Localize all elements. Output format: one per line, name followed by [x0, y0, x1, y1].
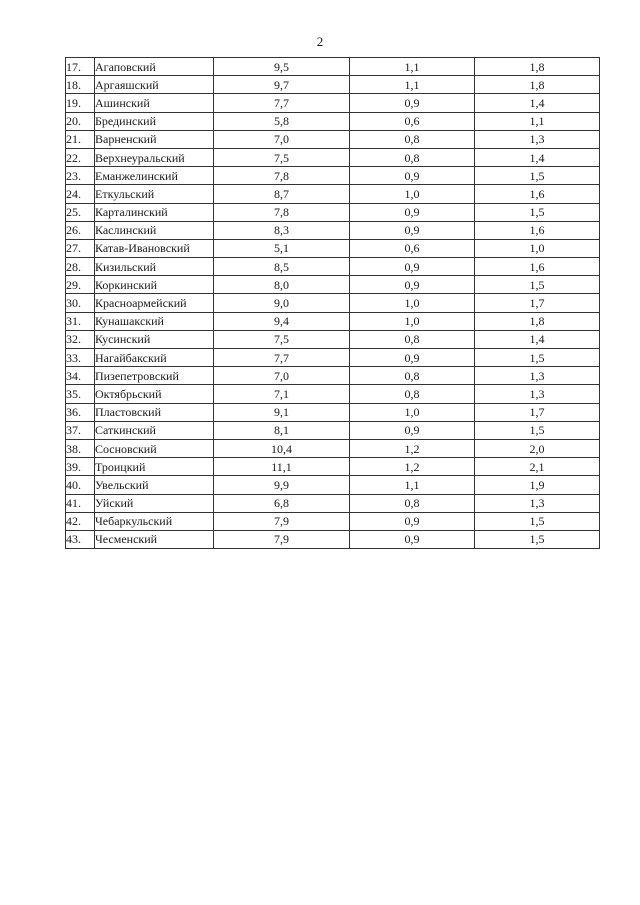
- table-row: [66, 203, 600, 221]
- value-2-cell: 1,0: [350, 403, 475, 421]
- district-name-cell: Чебаркульский: [95, 512, 214, 530]
- table-row: [66, 439, 600, 457]
- value-1-cell: 7,1: [214, 385, 350, 403]
- value-3-cell: 1,5: [475, 421, 600, 439]
- value-2-cell: 0,8: [350, 367, 475, 385]
- district-name-cell: Троицкий: [95, 458, 214, 476]
- district-name-cell: Катав-Ивановский: [95, 239, 214, 257]
- table-body: [66, 58, 600, 549]
- row-number-cell: 29.: [66, 276, 95, 294]
- district-name-cell: Кизильский: [95, 258, 214, 276]
- table-row: [66, 167, 600, 185]
- value-3-cell: 1,4: [475, 148, 600, 166]
- table-row: [66, 58, 600, 76]
- value-2-cell: 1,0: [350, 294, 475, 312]
- row-number-cell: 17.: [66, 58, 95, 76]
- value-3-cell: 1,1: [475, 112, 600, 130]
- value-1-cell: 9,4: [214, 312, 350, 330]
- value-3-cell: 1,3: [475, 494, 600, 512]
- district-name-cell: Кусинский: [95, 330, 214, 348]
- row-number-cell: 32.: [66, 330, 95, 348]
- row-number-cell: 31.: [66, 312, 95, 330]
- row-number-cell: 33.: [66, 349, 95, 367]
- value-1-cell: 7,9: [214, 530, 350, 548]
- table-row: [66, 421, 600, 439]
- value-3-cell: 1,8: [475, 58, 600, 76]
- district-name-cell: Агаповский: [95, 58, 214, 76]
- district-name-cell: Октябрьский: [95, 385, 214, 403]
- table-row: [66, 148, 600, 166]
- table-row: [66, 312, 600, 330]
- value-3-cell: 1,6: [475, 185, 600, 203]
- value-3-cell: 1,4: [475, 330, 600, 348]
- value-2-cell: 0,8: [350, 130, 475, 148]
- value-3-cell: 2,0: [475, 439, 600, 457]
- row-number-cell: 30.: [66, 294, 95, 312]
- value-1-cell: 6,8: [214, 494, 350, 512]
- row-number-cell: 38.: [66, 439, 95, 457]
- table-row: [66, 458, 600, 476]
- value-1-cell: 7,0: [214, 367, 350, 385]
- value-2-cell: 1,0: [350, 312, 475, 330]
- district-name-cell: Уйский: [95, 494, 214, 512]
- row-number-cell: 35.: [66, 385, 95, 403]
- value-2-cell: 0,9: [350, 258, 475, 276]
- value-2-cell: 1,2: [350, 458, 475, 476]
- row-number-cell: 40.: [66, 476, 95, 494]
- table-row: [66, 294, 600, 312]
- row-number-cell: 43.: [66, 530, 95, 548]
- row-number-cell: 19.: [66, 94, 95, 112]
- value-3-cell: 1,5: [475, 349, 600, 367]
- row-number-cell: 23.: [66, 167, 95, 185]
- value-3-cell: 1,5: [475, 276, 600, 294]
- value-2-cell: 0,9: [350, 203, 475, 221]
- value-2-cell: 1,1: [350, 58, 475, 76]
- value-2-cell: 0,6: [350, 239, 475, 257]
- district-name-cell: Брединский: [95, 112, 214, 130]
- district-name-cell: Пластовский: [95, 403, 214, 421]
- value-2-cell: 0,9: [350, 349, 475, 367]
- value-2-cell: 1,1: [350, 76, 475, 94]
- table-row: [66, 512, 600, 530]
- page-number: 2: [316, 34, 324, 49]
- value-3-cell: 1,4: [475, 94, 600, 112]
- table-row: [66, 403, 600, 421]
- table-row: [66, 494, 600, 512]
- value-2-cell: 0,8: [350, 385, 475, 403]
- value-1-cell: 8,1: [214, 421, 350, 439]
- table-row: [66, 221, 600, 239]
- value-1-cell: 5,8: [214, 112, 350, 130]
- value-3-cell: 1,3: [475, 385, 600, 403]
- row-number-cell: 34.: [66, 367, 95, 385]
- value-1-cell: 7,5: [214, 330, 350, 348]
- row-number-cell: 24.: [66, 185, 95, 203]
- table-row: [66, 258, 600, 276]
- value-3-cell: 1,9: [475, 476, 600, 494]
- value-1-cell: 7,8: [214, 203, 350, 221]
- value-1-cell: 7,0: [214, 130, 350, 148]
- value-2-cell: 0,6: [350, 112, 475, 130]
- value-1-cell: 9,5: [214, 58, 350, 76]
- row-number-cell: 25.: [66, 203, 95, 221]
- value-3-cell: 1,5: [475, 512, 600, 530]
- table-row: [66, 94, 600, 112]
- district-name-cell: Чесменский: [95, 530, 214, 548]
- table-row: [66, 530, 600, 548]
- district-name-cell: Пизепетровский: [95, 367, 214, 385]
- data-table: [65, 57, 600, 549]
- table-row: [66, 239, 600, 257]
- row-number-cell: 28.: [66, 258, 95, 276]
- value-3-cell: 1,7: [475, 403, 600, 421]
- district-name-cell: Верхнеуральский: [95, 148, 214, 166]
- district-name-cell: Ашинский: [95, 94, 214, 112]
- value-1-cell: 10,4: [214, 439, 350, 457]
- district-name-cell: Карталинский: [95, 203, 214, 221]
- table-row: [66, 276, 600, 294]
- table-row: [66, 330, 600, 348]
- value-1-cell: 7,8: [214, 167, 350, 185]
- value-1-cell: 8,5: [214, 258, 350, 276]
- table-row: [66, 476, 600, 494]
- value-2-cell: 0,9: [350, 94, 475, 112]
- value-2-cell: 1,0: [350, 185, 475, 203]
- value-1-cell: 9,0: [214, 294, 350, 312]
- value-3-cell: 1,5: [475, 203, 600, 221]
- value-3-cell: 1,0: [475, 239, 600, 257]
- value-3-cell: 1,3: [475, 130, 600, 148]
- value-3-cell: 1,8: [475, 76, 600, 94]
- value-2-cell: 1,2: [350, 439, 475, 457]
- table-row: [66, 185, 600, 203]
- value-2-cell: 0,8: [350, 148, 475, 166]
- value-3-cell: 1,5: [475, 167, 600, 185]
- row-number-cell: 22.: [66, 148, 95, 166]
- value-1-cell: 9,7: [214, 76, 350, 94]
- value-1-cell: 9,9: [214, 476, 350, 494]
- value-2-cell: 0,9: [350, 530, 475, 548]
- value-1-cell: 9,1: [214, 403, 350, 421]
- district-name-cell: Увельский: [95, 476, 214, 494]
- value-2-cell: 0,8: [350, 494, 475, 512]
- district-name-cell: Нагайбакский: [95, 349, 214, 367]
- district-name-cell: Еманжелинский: [95, 167, 214, 185]
- value-2-cell: 1,1: [350, 476, 475, 494]
- value-1-cell: 8,3: [214, 221, 350, 239]
- value-3-cell: 2,1: [475, 458, 600, 476]
- district-name-cell: Коркинский: [95, 276, 214, 294]
- district-name-cell: Сосновский: [95, 439, 214, 457]
- value-1-cell: 8,7: [214, 185, 350, 203]
- value-2-cell: 0,9: [350, 421, 475, 439]
- row-number-cell: 41.: [66, 494, 95, 512]
- row-number-cell: 39.: [66, 458, 95, 476]
- value-2-cell: 0,9: [350, 512, 475, 530]
- value-1-cell: 7,5: [214, 148, 350, 166]
- value-1-cell: 11,1: [214, 458, 350, 476]
- value-3-cell: 1,6: [475, 258, 600, 276]
- table-row: [66, 76, 600, 94]
- district-name-cell: Варненский: [95, 130, 214, 148]
- value-3-cell: 1,8: [475, 312, 600, 330]
- district-name-cell: Еткульский: [95, 185, 214, 203]
- row-number-cell: 26.: [66, 221, 95, 239]
- value-3-cell: 1,7: [475, 294, 600, 312]
- table-row: [66, 385, 600, 403]
- value-1-cell: 8,0: [214, 276, 350, 294]
- value-1-cell: 7,9: [214, 512, 350, 530]
- table-row: [66, 367, 600, 385]
- row-number-cell: 36.: [66, 403, 95, 421]
- value-3-cell: 1,3: [475, 367, 600, 385]
- district-name-cell: Саткинский: [95, 421, 214, 439]
- row-number-cell: 21.: [66, 130, 95, 148]
- value-1-cell: 7,7: [214, 94, 350, 112]
- district-name-cell: Кунашакский: [95, 312, 214, 330]
- value-1-cell: 7,7: [214, 349, 350, 367]
- value-3-cell: 1,5: [475, 530, 600, 548]
- value-1-cell: 5,1: [214, 239, 350, 257]
- value-2-cell: 0,8: [350, 330, 475, 348]
- row-number-cell: 37.: [66, 421, 95, 439]
- value-2-cell: 0,9: [350, 276, 475, 294]
- value-3-cell: 1,6: [475, 221, 600, 239]
- value-2-cell: 0,9: [350, 167, 475, 185]
- table-row: [66, 349, 600, 367]
- district-name-cell: Каслинский: [95, 221, 214, 239]
- table-row: [66, 112, 600, 130]
- row-number-cell: 20.: [66, 112, 95, 130]
- district-name-cell: Красноармейский: [95, 294, 214, 312]
- district-name-cell: Аргаяшский: [95, 76, 214, 94]
- row-number-cell: 42.: [66, 512, 95, 530]
- table-row: [66, 130, 600, 148]
- row-number-cell: 18.: [66, 76, 95, 94]
- row-number-cell: 27.: [66, 239, 95, 257]
- value-2-cell: 0,9: [350, 221, 475, 239]
